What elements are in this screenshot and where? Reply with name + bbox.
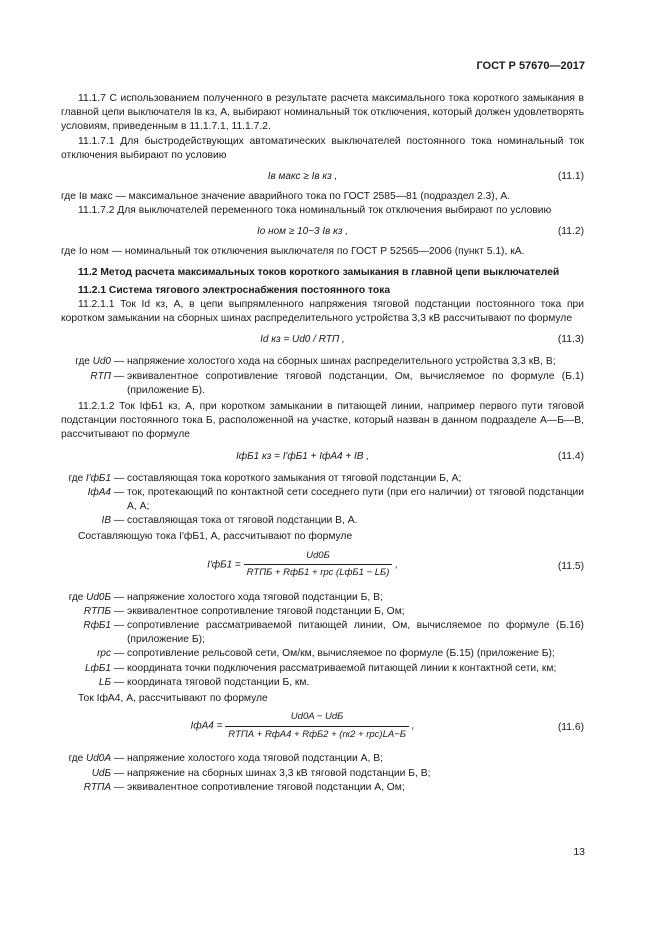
formula-expression: I′фБ1 = $\frac{Ud0Б}{\text{RТПБ + RфБ1 + rрс (LфБ1 − LБ)}}$ , bbox=[61, 549, 544, 580]
fraction-numerator: Ud0Б bbox=[244, 549, 393, 565]
definition-row bbox=[61, 605, 584, 619]
definition-row bbox=[61, 472, 584, 486]
formula-11-1 bbox=[61, 163, 584, 190]
section-heading-11-2: 11.2 Метод расчета максимальных токов короткого замыкания в главной цепи выключателей bbox=[78, 266, 560, 278]
definition-symbol: RТП bbox=[90, 370, 111, 382]
definition-symbol: RфБ1 bbox=[83, 620, 111, 632]
definition-dash: — bbox=[113, 648, 125, 660]
definition-text: напряжение холостого хода на сборных шинах распределительного устройства 3,3 кВ, В; bbox=[127, 356, 556, 368]
formula-number: (11.2) bbox=[557, 226, 584, 238]
definitions-11-6 bbox=[61, 752, 584, 795]
definition-dash: — bbox=[113, 620, 125, 632]
definition-dash: — bbox=[113, 662, 125, 674]
definition-row bbox=[61, 662, 584, 676]
definition-dash: — bbox=[113, 753, 125, 765]
definition-row bbox=[61, 676, 584, 690]
definition-symbol: UdБ bbox=[91, 767, 111, 779]
page-content bbox=[61, 92, 584, 797]
fraction-denominator: RТПБ + RфБ1 + rрс (LфБ1 − LБ) bbox=[246, 566, 390, 578]
definition-imax: где Iв макс — максимальное значение аварийного тока по ГОСТ 2585—81 (подраздел 2.3), А. bbox=[61, 191, 511, 203]
definition-dash: — bbox=[113, 591, 125, 603]
formula-fraction bbox=[225, 710, 409, 741]
definition-row bbox=[61, 781, 584, 795]
definition-symbol: где I′фБ1 bbox=[68, 472, 111, 484]
fraction-denominator: RТПА + RфА4 + RфБ2 + (rк2 + rрс)LА−Б bbox=[228, 728, 406, 740]
formula-11-4 bbox=[61, 443, 584, 470]
formula-expression: Id кз = Ud0 / RТП , bbox=[260, 334, 345, 346]
definition-dash: — bbox=[113, 676, 125, 688]
subsection-heading-11-2-1: 11.2.1 Система тягового электроснабжения постоянного тока bbox=[78, 284, 391, 296]
definition-symbol: RТПА bbox=[83, 781, 111, 793]
definition-text: сопротивление рассматриваемой питающей линии, Ом, вычисляемое по формуле (Б.16) (приложение Б); bbox=[127, 620, 584, 646]
definition-row bbox=[61, 486, 584, 514]
formula-expression: Iв макс ≥ Iв кз , bbox=[267, 171, 338, 183]
paragraph-11-1-7-2: 11.1.7.2 Для выключателей переменного тока номинальный ток отключения выбирают по условию bbox=[78, 205, 552, 217]
definition-symbol: где Ud0A bbox=[68, 753, 111, 765]
definition-symbol: rрс bbox=[97, 648, 111, 660]
definition-symbol: IфА4 bbox=[87, 486, 111, 498]
definition-dash: — bbox=[113, 605, 125, 617]
document-id: ГОСТ Р 57670—2017 bbox=[476, 60, 585, 72]
formula-lhs: I′фБ1 = bbox=[207, 559, 241, 571]
definition-dash: — bbox=[113, 515, 125, 527]
paragraph-11-2-1-1: 11.2.1.1 Ток Id кз, А, в цепи выпрямленного напряжения тяговой подстанции постоянного тока при коротком замыкании на сборных шинах распределительного устройства 3,3 кВ рассчитывают по формуле bbox=[61, 299, 584, 325]
definition-row bbox=[61, 619, 584, 647]
definition-text: сопротивление рельсовой сети, Ом/км, вычисляемое по формуле (Б.15) (приложение Б); bbox=[127, 648, 555, 660]
formula-number: (11.6) bbox=[557, 722, 584, 734]
definition-symbol: IВ bbox=[101, 515, 111, 527]
definitions-11-5 bbox=[61, 591, 584, 690]
formula-number: (11.5) bbox=[557, 560, 584, 572]
definition-inom: где Iо ном — номинальный ток отключения выключателя по ГОСТ Р 52565—2006 (пункт 5.1), кА. bbox=[61, 246, 525, 258]
formula-number: (11.1) bbox=[557, 171, 584, 183]
formula-number: (11.3) bbox=[557, 334, 584, 346]
formula-lhs: IфА4 = bbox=[190, 720, 223, 732]
page-number: 13 bbox=[573, 846, 585, 858]
formula-11-6 bbox=[61, 706, 584, 750]
formula-fraction bbox=[244, 549, 393, 580]
definition-symbol: где Ud0 bbox=[75, 356, 111, 368]
definition-dash: — bbox=[113, 767, 125, 779]
paragraph-ifa4-current: Ток IфА4, А, рассчитывают по формуле bbox=[78, 693, 268, 705]
definition-text: эквивалентное сопротивление тяговой подстанции А, Ом; bbox=[127, 781, 405, 793]
definition-text: напряжение холостого хода тяговой подстанции Б, В; bbox=[127, 591, 383, 603]
definitions-11-4 bbox=[61, 472, 584, 529]
fraction-numerator: Ud0A − UdБ bbox=[225, 710, 409, 726]
definition-dash: — bbox=[113, 486, 125, 498]
definition-text: ток, протекающий по контактной сети соседнего пути (при его наличии) от тяговой подстанции А, А; bbox=[127, 486, 584, 513]
definition-dash: — bbox=[113, 472, 125, 484]
definition-text: составляющая тока короткого замыкания от тяговой подстанции Б, А; bbox=[127, 472, 462, 484]
formula-expression: IфБ1 кз = I′фБ1 + IфА4 + IВ , bbox=[236, 450, 369, 462]
definition-text: напряжение на сборных шинах 3,3 кВ тяговой подстанции Б, В; bbox=[127, 767, 431, 779]
definition-row bbox=[61, 767, 584, 781]
definition-row bbox=[61, 752, 584, 766]
definition-row bbox=[61, 591, 584, 605]
formula-expression: Iо ном ≥ 10−3 Iв кз , bbox=[256, 226, 349, 238]
formula-number: (11.4) bbox=[557, 450, 584, 462]
definition-text: эквивалентное сопротивление тяговой подстанции Б, Ом; bbox=[127, 605, 405, 617]
definition-row bbox=[61, 647, 584, 661]
definition-symbol: RТПБ bbox=[83, 605, 111, 617]
formula-11-2 bbox=[61, 218, 584, 245]
definition-text: координата тяговой подстанции Б, км. bbox=[127, 676, 310, 688]
formula-expression: IфА4 = $\frac{\text{Ud0A − UdБ}}{\text{RТПА + RфА4 + RфБ2 + (rк2 + rрс)LА−Б}}$ , bbox=[61, 710, 544, 741]
definition-row bbox=[61, 514, 584, 528]
definition-symbol: где Ud0Б bbox=[68, 591, 111, 603]
paragraph-11-2-1-2: 11.2.1.2 Ток IфБ1 кз, А, при коротком замыкании в питающей линии, например первого пути тяговой подстанции постоянного тока Б, расположенной на участке, который назван в данном подразделе А—Б—В, рассчитывают по формуле bbox=[61, 401, 584, 441]
formula-11-5 bbox=[61, 545, 584, 589]
definitions-11-3 bbox=[61, 355, 584, 398]
definition-dash: — bbox=[113, 356, 125, 368]
definition-text: составляющая тока от тяговой подстанции В, А. bbox=[127, 515, 358, 527]
formula-11-3 bbox=[61, 326, 584, 353]
definition-text: эквивалентное сопротивление тяговой подстанции, Ом, вычисляемое по формуле (Б.1) (приложение Б). bbox=[127, 370, 584, 396]
paragraph-11-1-7-1: 11.1.7.1 Для быстродействующих автоматических выключателей постоянного тока номинальный ток отключения выбирают по условию bbox=[61, 135, 584, 161]
paragraph-11-1-7: 11.1.7 С использованием полученного в результате расчета максимального тока короткого замыкания в главной цепи выключателя Iв кз, А, выбирают номинальный ток отключения, который должен удовлетворять условиям, приведенным в 11.1.7.1, 11.1.7.2. bbox=[61, 93, 584, 133]
definition-row bbox=[61, 355, 584, 369]
definition-dash: — bbox=[113, 781, 125, 793]
definition-symbol: LБ bbox=[98, 676, 111, 688]
definition-row bbox=[61, 370, 584, 398]
paragraph-component-current: Составляющую тока I′фБ1, А, рассчитывают по формуле bbox=[78, 531, 353, 543]
definition-text: напряжение холостого хода тяговой подстанции А, В; bbox=[127, 753, 383, 765]
definition-dash: — bbox=[113, 370, 125, 382]
definition-symbol: LфБ1 bbox=[85, 662, 111, 674]
definition-text: координата точки подключения рассматриваемой питающей линии к контактной сети, км; bbox=[127, 662, 557, 674]
